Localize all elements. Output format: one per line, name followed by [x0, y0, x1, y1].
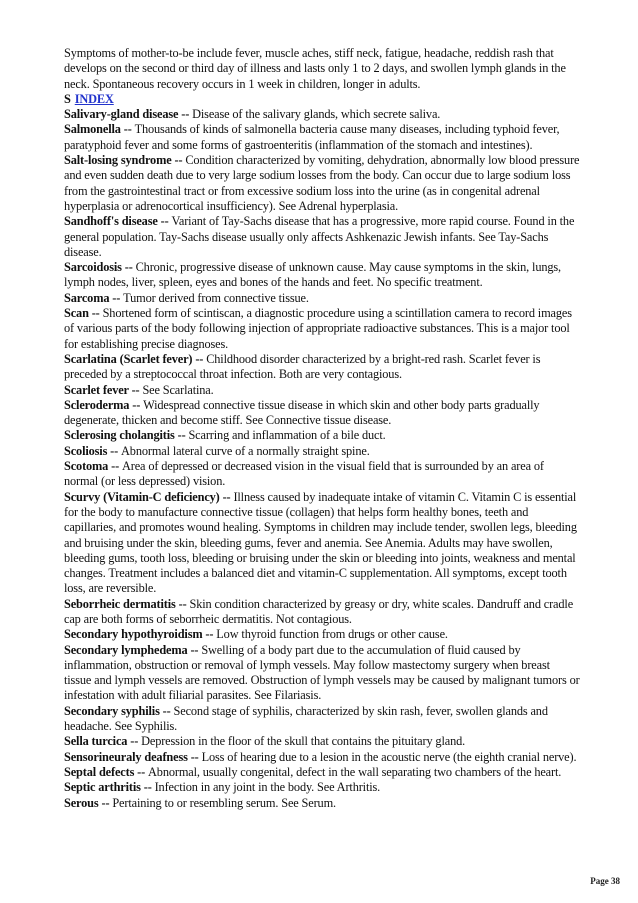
entry-definition: Scarring and inflammation of a bile duct. [188, 428, 386, 443]
entry-term: Secondary lymphedema [64, 642, 188, 657]
entry-separator: -- [120, 122, 135, 137]
glossary-entry [64, 750, 580, 765]
entry-separator: -- [107, 443, 122, 458]
entry-separator: -- [108, 459, 122, 474]
entry-separator: -- [129, 397, 144, 412]
entry-term: Scurvy (Vitamin-C deficiency) [64, 489, 220, 504]
entry-term: Scarlatina (Scarlet fever) [64, 351, 193, 366]
section-letter: S [64, 91, 71, 106]
glossary-entry [64, 214, 580, 260]
glossary-entry [64, 780, 580, 795]
glossary-entry [64, 796, 580, 811]
entry-definition: Low thyroid function from drugs or other cause. [216, 627, 448, 642]
glossary-entry [64, 291, 580, 306]
entry-definition: Chronic, progressive disease of unknown cause. May cause symptoms in the skin, lungs, lymph nodes, liver, spleen, eyes and bones of the hands and feet. No specific treatment. [64, 260, 561, 290]
entry-term: Secondary hypothyroidism [64, 627, 203, 642]
entry-definition: Skin condition characterized by greasy or dry, white scales. Dandruff and cradle cap are both forms of seborrheic dermatitis. Not contagious. [64, 596, 574, 626]
entry-term: Salivary-gland disease [64, 107, 179, 122]
entry-separator: -- [128, 382, 143, 397]
entry-term: Salt-losing syndrome [64, 153, 172, 168]
entry-term: Secondary syphilis [64, 703, 160, 718]
entry-definition: Loss of hearing due to a lesion in the acoustic nerve (the eighth cranial nerve). [201, 749, 577, 764]
entry-term: Scoliosis [64, 443, 108, 458]
page-number: Page 38 [590, 876, 620, 886]
glossary-entry [64, 643, 580, 704]
entry-definition: Abnormal, usually congenital, defect in the wall separating two chambers of the heart. [148, 764, 562, 779]
entry-separator: -- [134, 764, 149, 779]
glossary-entry [64, 734, 580, 749]
entry-separator: -- [175, 596, 190, 611]
glossary-entry [64, 428, 580, 443]
entry-definition: Thousands of kinds of salmonella bacteria cause many diseases, including typhoid fever, paratyphoid fever and some forms of gastroenteritis (inflammation of the stomach and intestines). [64, 122, 560, 152]
entry-definition: Childhood disorder characterized by a bright-red rash. Scarlet fever is preceded by a streptococcal throat infection. Both are very contagious. [64, 351, 541, 382]
entry-term: Septal defects [64, 764, 135, 779]
entry-separator: -- [202, 627, 217, 642]
entry-term: Seborrheic dermatitis [64, 596, 176, 611]
entry-definition: Widespread connective tissue disease in which skin and other body parts gradually degenerate, thicken and become stiff. See Connective tissue disease. [64, 397, 540, 428]
entry-definition: Area of depressed or decreased vision in the visual field that is surrounded by an area of normal (or less depressed) vision. [64, 459, 544, 489]
entry-definition: Second stage of syphilis, characterized by skin rash, fever, swollen glands and headache. See Syphilis. [64, 703, 548, 734]
glossary-entry [64, 398, 580, 429]
entry-definition: Disease of the salivary glands, which secrete saliva. [192, 107, 441, 122]
glossary-entry [64, 352, 580, 383]
entry-definition: Swelling of a body part due to the accumulation of fluid caused by inflammation, obstruction or removal of lymph vessels. May follow mastectomy surgery when breast tissue and lymph vessels are removed. Obstruction of lymph vessels may be caused by malignant tumors or infestation with adult filiarial parasites. See Filariasis. [64, 642, 580, 703]
glossary-entry [64, 383, 580, 398]
entry-definition: Abnormal lateral curve of a normally straight spine. [121, 443, 370, 458]
intro-paragraph: Symptoms of mother-to-be include fever, muscle aches, stiff neck, fatigue, headache, reddish rash that develops on the second or third day of illness and lasts only 1 to 2 days, and swollen lymph glands in the neck. Spontaneous recovery occurs in 1 week in children, longer in adults. [64, 46, 566, 91]
entry-term: Scotoma [64, 459, 109, 474]
glossary-entry [64, 490, 580, 597]
entry-term: Sandhoff's disease [64, 214, 158, 229]
entry-definition: Infection in any joint in the body. See Arthritis. [154, 780, 381, 795]
entry-separator: -- [88, 306, 103, 321]
glossary-entry [64, 627, 580, 642]
glossary-entry [64, 765, 580, 780]
entry-term: Serous [64, 795, 99, 810]
entry-separator: -- [219, 489, 234, 504]
entry-definition: Illness caused by inadequate intake of vitamin C. Vitamin C is essential for the body to manufacture connective tissue (collagen) that helps form healthy bones, teeth and capillaries, and promotes wound healing. Symptoms in children may include tender, swollen legs, bleeding and bruising under the skin, bleeding gums, fever and anemia. See Anemia. Adults may have swollen, bleeding gums, tooth loss, bleeding or bruising under the skin or bleeding into joints, weakness and mental changes. Treatment includes a balanced diet and vitamin-C supplementation. All symptoms, except tooth loss, are reversible. [64, 489, 577, 596]
entry-definition: Pertaining to or resembling serum. See Serum. [112, 795, 336, 810]
entry-term: Sclerosing cholangitis [64, 428, 175, 443]
entry-term: Sarcoma [64, 290, 110, 305]
section-heading [64, 92, 580, 107]
entry-separator: -- [192, 351, 207, 366]
entry-term: Sensorineuraly deafness [64, 749, 188, 764]
entry-separator: -- [157, 214, 172, 229]
glossary-entry [64, 444, 580, 459]
entry-separator: -- [127, 734, 142, 749]
entry-term: Scan [64, 306, 89, 321]
glossary-entry [64, 260, 580, 291]
entry-term: Septic arthritis [64, 780, 141, 795]
entry-term: Scarlet fever [64, 382, 129, 397]
entry-separator: -- [187, 749, 202, 764]
entry-term: Scleroderma [64, 397, 130, 412]
glossary-entry [64, 107, 580, 122]
entry-definition: Condition characterized by vomiting, dehydration, abnormally low blood pressure and even sudden death due to very large sodium losses from the body. Can occur due to large sodium loss from the gastrointestinal tract or from excessive sodium loss into the urine (as in congenital adrenal hyperplasia or adrenocortical insufficiency). See Adrenal hyperplasia. [64, 153, 580, 213]
entry-term: Sarcoidosis [64, 260, 122, 275]
entry-separator: -- [187, 642, 202, 657]
entry-separator: -- [98, 795, 113, 810]
glossary-entry [64, 459, 580, 490]
glossary-entry [64, 597, 580, 628]
entry-term: Sella turcica [64, 734, 128, 749]
index-link[interactable]: INDEX [74, 91, 114, 106]
glossary-entry [64, 153, 580, 214]
glossary-entry [64, 122, 580, 153]
entry-definition: Variant of Tay-Sachs disease that has a progressive, more rapid course. Found in the general population. Tay-Sachs disease usually only affects Ashkenazic Jewish infants. See Tay-Sachs disease. [64, 214, 575, 259]
entry-separator: -- [159, 703, 174, 718]
entry-separator: -- [171, 153, 186, 168]
entry-separator: -- [121, 260, 136, 275]
glossary-entries [64, 107, 580, 811]
entry-separator: -- [140, 780, 155, 795]
entry-definition: Shortened form of scintiscan, a diagnostic procedure using a scintillation camera to record images of various parts of the body following injection of appropriate radioactive substances. This is a major tool for establishing precise diagnoses. [64, 306, 572, 351]
glossary-entry [64, 306, 580, 352]
entry-separator: -- [109, 290, 124, 305]
glossary-page [64, 46, 580, 811]
entry-separator: -- [178, 107, 193, 122]
glossary-entry [64, 704, 580, 735]
entry-definition: See Scarlatina. [142, 382, 214, 397]
entry-term: Salmonella [64, 122, 121, 137]
entry-separator: -- [174, 428, 189, 443]
entry-definition: Depression in the floor of the skull that contains the pituitary gland. [141, 734, 466, 749]
entry-definition: Tumor derived from connective tissue. [123, 290, 309, 305]
